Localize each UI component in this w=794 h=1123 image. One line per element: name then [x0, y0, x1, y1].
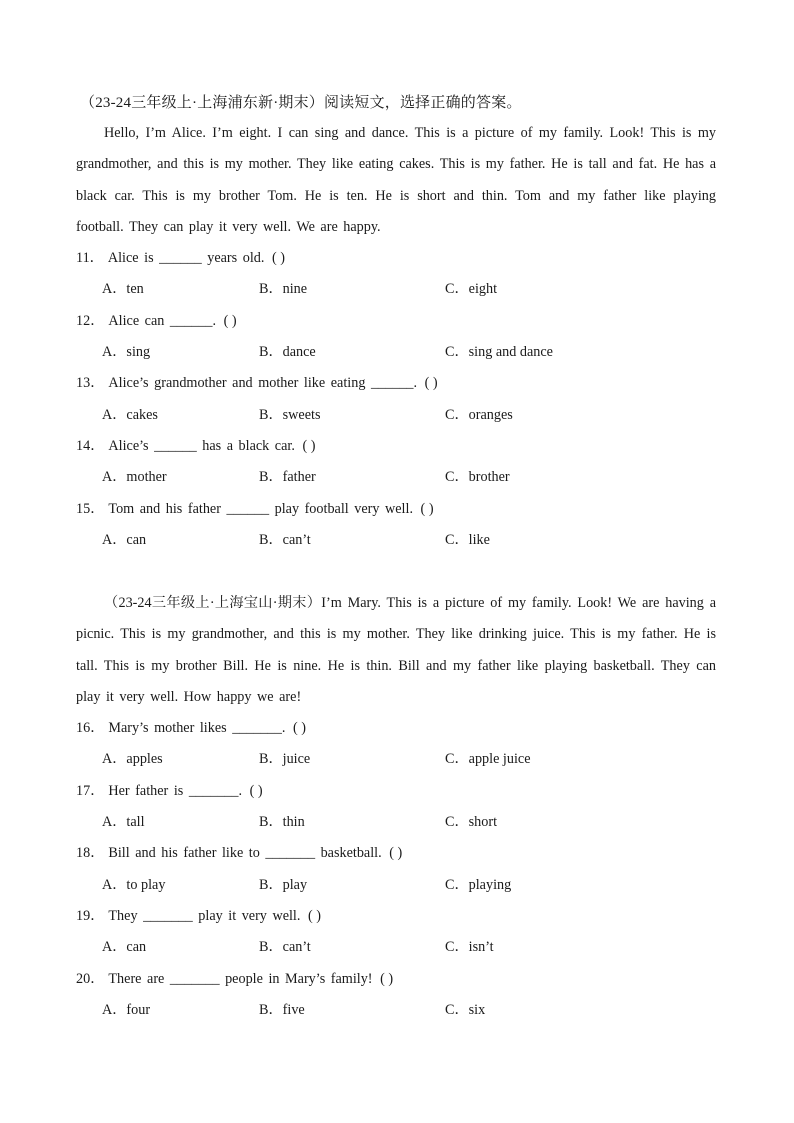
- answer-blank[interactable]: ( ): [420, 500, 434, 517]
- option-b[interactable]: B．sweets: [259, 406, 321, 423]
- question-number: 14．: [76, 437, 105, 454]
- option-row: [76, 274, 716, 305]
- option-b[interactable]: B．can’t: [259, 939, 311, 956]
- question-18: [76, 838, 716, 901]
- option-row: [76, 525, 716, 556]
- answer-blank[interactable]: ( ): [307, 907, 321, 924]
- reading-section-1: [76, 88, 716, 556]
- option-b[interactable]: B．dance: [259, 344, 316, 361]
- question-text: There are _______ people in Mary’s family!: [108, 970, 373, 987]
- option-row: [76, 744, 716, 775]
- question-text: Alice is ______ years old.: [107, 250, 265, 267]
- question-13: [76, 368, 716, 431]
- option-b[interactable]: B．father: [259, 469, 316, 486]
- option-c[interactable]: C．like: [445, 531, 490, 548]
- question-text: They _______ play it very well.: [108, 907, 301, 924]
- option-a[interactable]: A．sing: [102, 344, 151, 361]
- answer-blank[interactable]: ( ): [380, 970, 394, 987]
- option-a[interactable]: A．four: [102, 1001, 151, 1018]
- option-a[interactable]: A．tall: [102, 814, 145, 831]
- option-c[interactable]: C．six: [445, 1001, 486, 1018]
- question-20: [76, 964, 716, 1027]
- option-b[interactable]: B．nine: [259, 281, 308, 298]
- question-number: 15．: [76, 500, 105, 517]
- question-12: [76, 306, 716, 369]
- question-number: 12．: [76, 312, 105, 329]
- option-b[interactable]: B．five: [259, 1001, 305, 1018]
- question-15: [76, 494, 716, 557]
- question-number: 16．: [76, 720, 105, 737]
- question-text: Bill and his father like to _______ basketball.: [108, 845, 382, 862]
- option-a[interactable]: A．apples: [102, 751, 163, 768]
- answer-blank[interactable]: ( ): [271, 250, 285, 267]
- option-c[interactable]: C．apple juice: [445, 751, 531, 768]
- question-text: Alice can ______.: [108, 312, 217, 329]
- answer-blank[interactable]: ( ): [249, 782, 263, 799]
- option-a[interactable]: A．mother: [102, 469, 167, 486]
- option-row: [76, 932, 716, 963]
- answer-blank[interactable]: ( ): [424, 375, 438, 392]
- question-number: 20．: [76, 970, 105, 987]
- question-16: [76, 713, 716, 776]
- option-row: [76, 807, 716, 838]
- question-text: Her father is _______.: [108, 782, 243, 799]
- question-number: 13．: [76, 375, 105, 392]
- section-heading: （23-24三年级上·上海浦东新·期末）阅读短文，选择正确的答案。: [80, 95, 522, 111]
- option-row: [76, 870, 716, 901]
- option-c[interactable]: C．short: [445, 814, 498, 831]
- reading-passage: [76, 588, 716, 713]
- option-c[interactable]: C．brother: [445, 469, 510, 486]
- option-c[interactable]: C．sing and dance: [445, 344, 553, 361]
- answer-blank[interactable]: ( ): [389, 845, 403, 862]
- option-c[interactable]: C．eight: [445, 281, 498, 298]
- answer-blank[interactable]: ( ): [302, 437, 316, 454]
- option-a[interactable]: A．to play: [102, 876, 166, 893]
- passage-text: I’m Mary. This is a picture of my family. Look! We are having a picnic. This is my grandmother, and this is my mother. They like drinking juice. This is my father. He is tall. This is my brother Bill. He is nine. He is thin. Bill and my father like playing basketball. They can play it very well. How happy we are!: [76, 595, 716, 705]
- question-text: Mary’s mother likes _______.: [108, 720, 286, 737]
- option-row: [76, 400, 716, 431]
- question-text: Tom and his father ______ play football very well.: [108, 500, 413, 517]
- option-b[interactable]: B．juice: [259, 751, 311, 768]
- option-row: [76, 337, 716, 368]
- question-text: Alice’s grandmother and mother like eating ______.: [108, 375, 418, 392]
- option-c[interactable]: C．isn’t: [445, 939, 494, 956]
- option-row: [76, 462, 716, 493]
- option-c[interactable]: C．oranges: [445, 406, 513, 423]
- question-number: 19．: [76, 907, 105, 924]
- reading-section-2: [76, 588, 716, 1026]
- question-number: 17．: [76, 782, 105, 799]
- option-b[interactable]: B．play: [259, 876, 308, 893]
- answer-blank[interactable]: ( ): [292, 720, 306, 737]
- reading-passage: Hello, I’m Alice. I’m eight. I can sing and dance. This is a picture of my family. Look! This is my grandmother, and this is my mother. They like eating cakes. This is my father. He is tall and fat. He has a black car. This is my brother Tom. He is ten. He is short and thin. Tom and my father like playing football. They can play it very well. We are happy.: [76, 125, 716, 235]
- question-number: 18．: [76, 845, 105, 862]
- option-b[interactable]: B．can’t: [259, 531, 311, 548]
- option-a[interactable]: A．cakes: [102, 406, 158, 423]
- option-a[interactable]: A．can: [102, 939, 147, 956]
- question-number: 11．: [76, 250, 104, 267]
- answer-blank[interactable]: ( ): [223, 312, 237, 329]
- question-text: Alice’s ______ has a black car.: [108, 437, 295, 454]
- question-17: [76, 776, 716, 839]
- question-11: [76, 243, 716, 306]
- option-a[interactable]: A．can: [102, 531, 147, 548]
- option-row: [76, 995, 716, 1026]
- question-19: [76, 901, 716, 964]
- question-14: [76, 431, 716, 494]
- section-source: （23-24三年级上·上海宝山·期末）: [104, 595, 322, 611]
- option-c[interactable]: C．playing: [445, 876, 512, 893]
- option-b[interactable]: B．thin: [259, 814, 305, 831]
- option-a[interactable]: A．ten: [102, 281, 144, 298]
